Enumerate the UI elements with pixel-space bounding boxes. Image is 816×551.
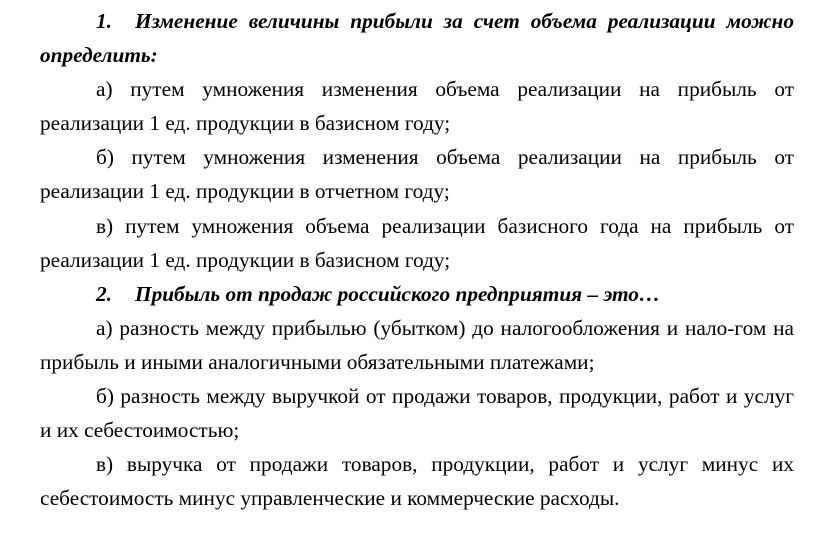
question-1-answer-b: б) путем умножения изменения объема реализации на прибыль от реализации 1 ед. продукции в отчетном году; xyxy=(40,145,794,204)
question-1 xyxy=(40,4,794,72)
question-1-text: Изменение величины прибыли за счет объема реализации можно определить: xyxy=(40,9,794,68)
question-2 xyxy=(40,277,794,311)
question-2-text: Прибыль от продаж российского предприятия – это… xyxy=(135,281,661,306)
document-page xyxy=(40,4,794,515)
question-1-answer-a: а) путем умножения изменения объема реализации на прибыль от реализации 1 ед. продукции в базисном году; xyxy=(40,77,794,136)
question-1-number: 1. xyxy=(96,9,112,33)
question-1-answer-c: в) путем умножения объема реализации базисного года на прибыль от реализации 1 ед. продукции в базисном году; xyxy=(40,213,794,272)
question-2-answer-c: в) выручка от продажи товаров, продукции, работ и услуг минус их себестоимость минус управленческие и коммерческие расходы. xyxy=(40,452,794,511)
question-2-number: 2. xyxy=(96,281,112,306)
question-2-answer-b: б) разность между выручкой от продажи товаров, продукции, работ и услуг и их себестоимостью; xyxy=(40,384,794,443)
question-2-answer-a: а) разность между прибылью (убытком) до налогообложения и нало-гом на прибыль и иными аналогичными обязательными платежами; xyxy=(40,315,794,374)
